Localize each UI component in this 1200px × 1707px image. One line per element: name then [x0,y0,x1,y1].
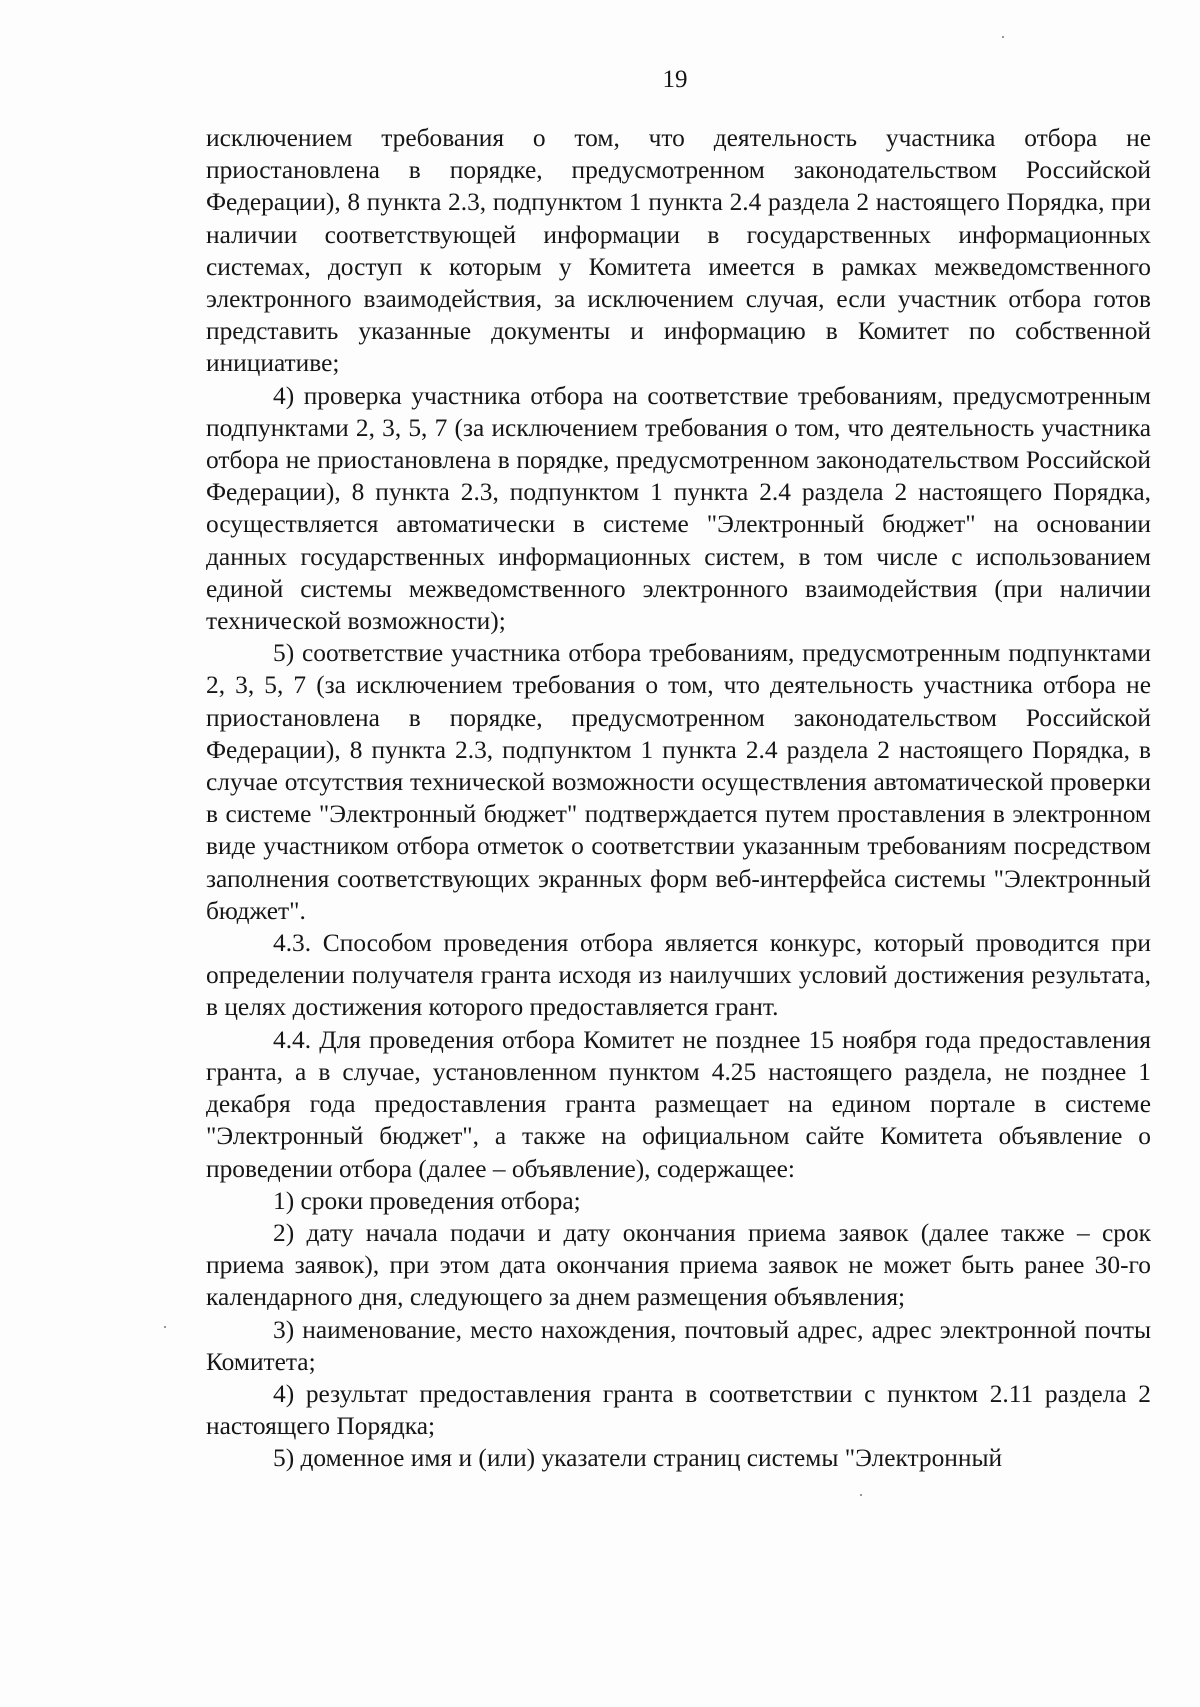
paragraph-item-4-check: 4) проверка участника отбора на соответствие требованиям, предусмотренным подпунктами 2, 3, 5, 7 (за исключением требования о том, что деятельность участника отбора не приостановлена в порядке, предусмотренном законодательством Российской Федерации), 8 пункта 2.3, подпунктом 1 пункта 2.4 раздела 2 настоящего Порядка, осуществляется автоматически в системе "Электронный бюджет" на основании данных государственных информационных систем, в том числе с использованием единой системы межведомственного электронного взаимодействия (при наличии технической возможности); [206,381,1151,636]
scan-speck [164,1326,166,1328]
list-item-4: 4) результат предоставления гранта в соответствии с пунктом 2.11 раздела 2 настоящего Порядка; [206,1379,1151,1441]
list-item-5: 5) доменное имя и (или) указатели страниц системы "Электронный [273,1444,1003,1473]
list-item-1: 1) сроки проведения отбора; [273,1186,581,1215]
page-number: 19 [662,66,688,93]
paragraph-continuation: исключением требования о том, что деятельность участника отбора не приостановлена в порядке, предусмотренном законодательством Российской Федерации), 8 пункта 2.3, подпунктом 1 пункта 2.4 раздела 2 настоящего Порядка, при наличии соответствующей информации в государственных информационных системах, доступ к которым у Комитета имеется в рамках межведомственного электронного взаимодействия, за исключением случая, если участник отбора готов представить указанные документы и информацию в Комитет по собственной инициативе; [206,124,1151,378]
document-body [206,122,1151,1475]
scan-speck [1002,36,1004,38]
scan-speck [860,1494,862,1496]
paragraph-item-5-compliance: 5) соответствие участника отбора требованиям, предусмотренным подпунктами 2, 3, 5, 7 (за исключением требования о том, что деятельность участника отбора не приостановлена в порядке, предусмотренном законодательством Российской Федерации), 8 пункта 2.3, подпунктом 1 пункта 2.4 раздела 2 настоящего Порядка, в случае отсутствия технической возможности осуществления автоматической проверки в системе "Электронный бюджет" подтверждается путем проставления в электронном виде участником отбора отметок о соответствии указанным требованиям посредством заполнения соответствующих экранных форм веб-интерфейса системы "Электронный бюджет". [206,639,1151,925]
paragraph-4-4: 4.4. Для проведения отбора Комитет не позднее 15 ноября года предоставления гранта, а в случае, установленном пунктом 4.25 настоящего раздела, не позднее 1 декабря года предоставления гранта размещает на едином портале в системе "Электронный бюджет", а также на официальном сайте Комитета объявление о проведении отбора (далее – объявление), содержащее: [206,1025,1151,1183]
paragraph-4-3: 4.3. Способом проведения отбора является конкурс, который проводится при определении получателя гранта исходя из наилучших условий достижения результата, в целях достижения которого предоставляется грант. [206,929,1151,1022]
list-item-2: 2) дату начала подачи и дату окончания приема заявок (далее также – срок приема заявок), при этом дата окончания приема заявок не может быть ранее 30-го календарного дня, следующего за днем размещения объявления; [206,1218,1151,1312]
list-item-3: 3) наименование, место нахождения, почтовый адрес, адрес электронной почты Комитета; [206,1315,1151,1376]
